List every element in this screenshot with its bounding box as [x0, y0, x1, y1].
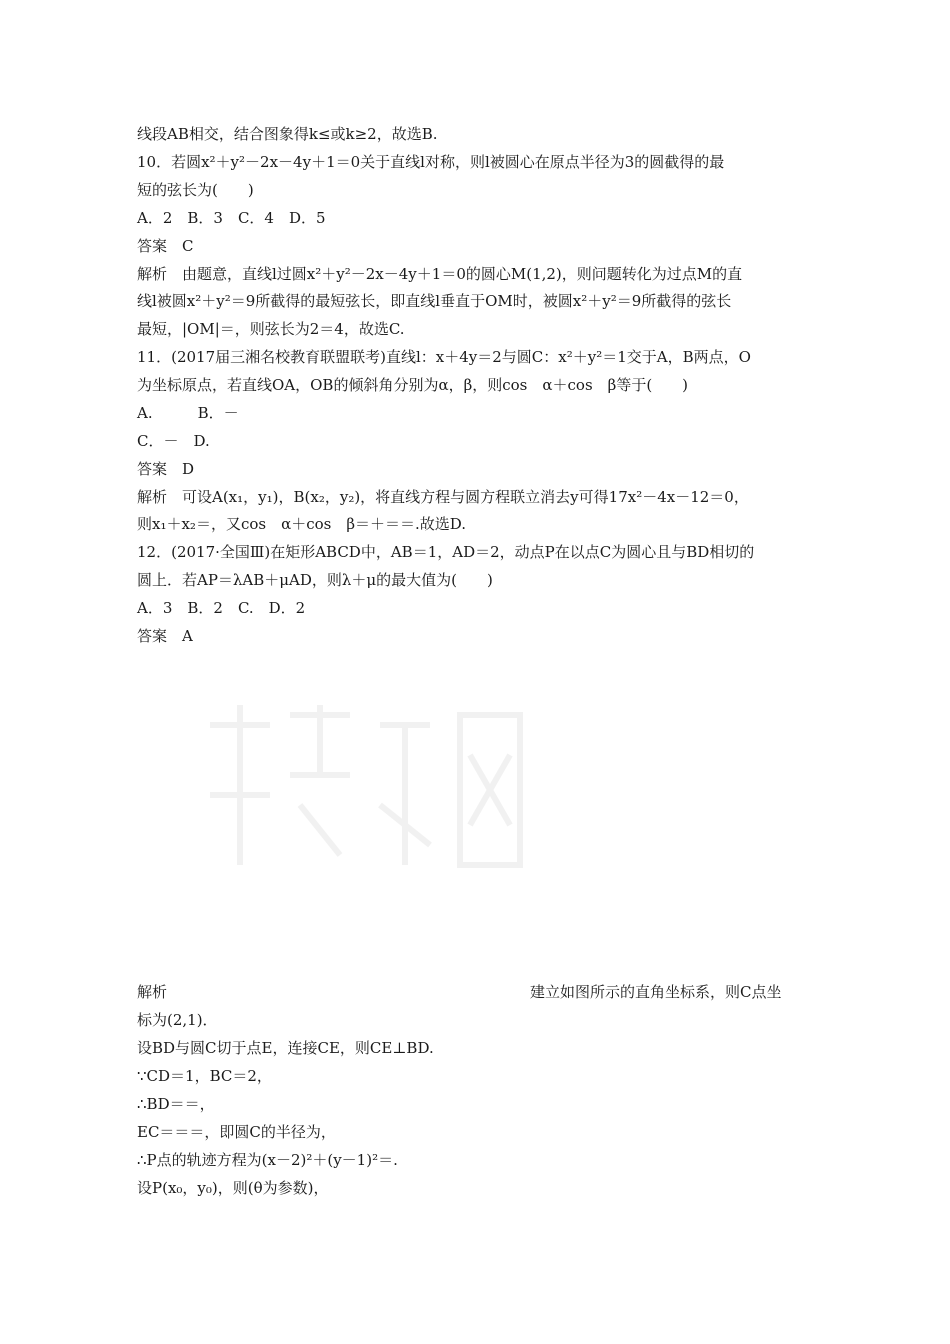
- text-line: 设BD与圆C切于点E，连接CE，则CE⊥BD.: [137, 1039, 434, 1057]
- text-line: C．－ D.: [137, 432, 210, 450]
- text-line: 答案 D: [137, 460, 195, 478]
- text-line: A．2 B．3 C．4 D．5: [137, 209, 326, 227]
- text-line: 10．若圆x²＋y²－2x－4y＋1＝0关于直线l对称，则l被圆心在原点半径为3的圆截得的最: [137, 153, 725, 171]
- text-line: 设P(x₀，y₀)，则(θ为参数)，: [137, 1179, 329, 1197]
- text-line: A. B．－: [137, 404, 239, 422]
- text-line: 标为(2,1)．: [137, 1011, 218, 1029]
- text-line: 最短，|OM|＝，则弦长为2＝4，故选C.: [137, 320, 405, 338]
- text-line: ∴BD＝＝，: [137, 1095, 215, 1113]
- text-line: 圆上．若AP＝λAB＋μAD，则λ＋μ的最大值为( ): [137, 571, 493, 589]
- text-line: 线段AB相交，结合图象得k≤或k≥2，故选B.: [137, 125, 438, 143]
- text-line: 答案 C: [137, 237, 194, 255]
- text-line: 为坐标原点，若直线OA，OB的倾斜角分别为α，β，则cos α＋cos β等于( ): [137, 376, 689, 394]
- text-line: 建立如图所示的直角坐标系，则C点坐: [530, 983, 782, 1001]
- watermark-shape: [190, 685, 540, 885]
- text-line: 解析 由题意，直线l过圆x²＋y²－2x－4y＋1＝0的圆心M(1,2)，则问题转化为过点M的直: [137, 265, 743, 283]
- text-line: 则x₁＋x₂＝，又cos α＋cos β＝＋＝＝.故选D.: [137, 515, 467, 533]
- text-line: 12．(2017·全国Ⅲ)在矩形ABCD中，AB＝1，AD＝2，动点P在以点C为圆心且与BD相切的: [137, 543, 755, 561]
- text-line: 短的弦长为( ): [137, 181, 254, 199]
- text-line: 解析: [137, 983, 168, 1001]
- text-line: EC＝＝＝，即圆C的半径为，: [137, 1123, 336, 1141]
- text-line: ∴P点的轨迹方程为(x－2)²＋(y－1)²＝.: [137, 1151, 398, 1169]
- faint-watermark: [190, 685, 540, 885]
- text-line: 解析 可设A(x₁，y₁)，B(x₂，y₂)，将直线方程与圆方程联立消去y可得17x²－4x－12＝0，: [137, 488, 749, 506]
- text-line: ∵CD＝1，BC＝2，: [137, 1067, 272, 1085]
- text-line: 答案 A: [137, 627, 193, 645]
- text-line: A．3 B．2 C. D．2: [137, 599, 306, 617]
- text-line: 11．(2017届三湘名校教育联盟联考)直线l：x＋4y＝2与圆C：x²＋y²＝1交于A，B两点，O: [137, 348, 751, 366]
- text-line: 线l被圆x²＋y²＝9所截得的最短弦长，即直线l垂直于OM时，被圆x²＋y²＝9所截得的弦长: [137, 292, 732, 310]
